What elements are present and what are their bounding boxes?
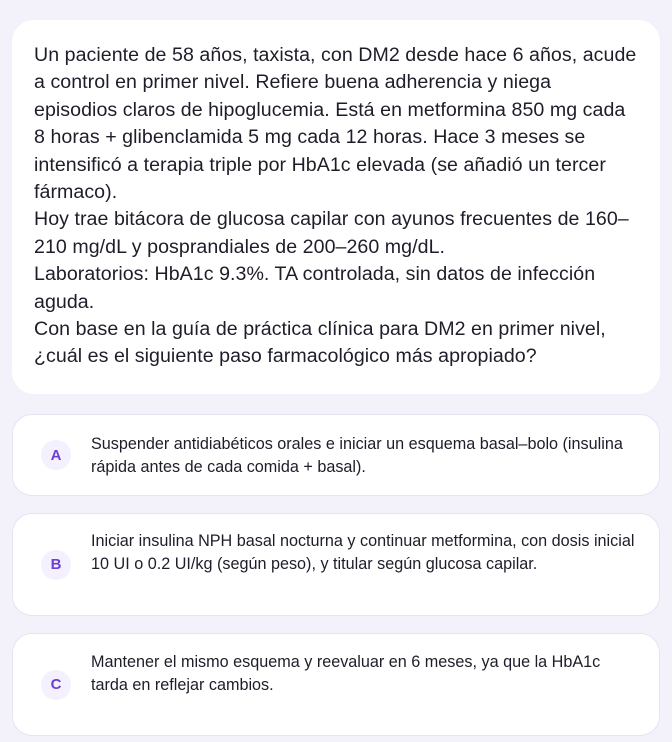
- question-card: [12, 20, 660, 394]
- option-c-button[interactable]: [12, 633, 660, 736]
- option-b-button[interactable]: [12, 513, 660, 616]
- option-a-text: Suspender antidiabéticos orales e iniciar un esquema basal–bolo (insulina rápida antes de cada comida + basal).: [91, 435, 623, 476]
- option-b-letter-badge: B: [41, 550, 71, 580]
- option-c-letter-badge: C: [41, 670, 71, 700]
- question-paragraph-2: Hoy trae bitácora de glucosa capilar con ayunos frecuentes de 160–210 mg/dL y posprandiales de 200–260 mg/dL.: [34, 208, 629, 258]
- question-paragraph-1: Un paciente de 58 años, taxista, con DM2 desde hace 6 años, acude a control en primer nivel. Refiere buena adherencia y niega episodios claros de hipoglucemia. Está en metformina 850 mg cada 8 horas + glibenclamida 5 mg cada 12 horas. Hace 3 meses se intensificó a terapia triple por HbA1c elevada (se añadió un tercer fármaco).: [34, 44, 637, 204]
- question-paragraph-4: Con base en la guía de práctica clínica para DM2 en primer nivel, ¿cuál es el siguiente paso farmacológico más apropiado?: [34, 318, 606, 368]
- question-paragraph-3: Laboratorios: HbA1c 9.3%. TA controlada, sin datos de infección aguda.: [34, 263, 596, 313]
- option-a-letter-badge: A: [41, 440, 71, 470]
- option-b-text: Iniciar insulina NPH basal nocturna y continuar metformina, con dosis inicial 10 UI o 0.2 UI/kg (según peso), y titular según glucosa capilar.: [91, 532, 635, 573]
- option-a-button[interactable]: [12, 414, 660, 496]
- option-c-text: Mantener el mismo esquema y reevaluar en 6 meses, ya que la HbA1c tarda en reflejar cambios.: [91, 653, 601, 694]
